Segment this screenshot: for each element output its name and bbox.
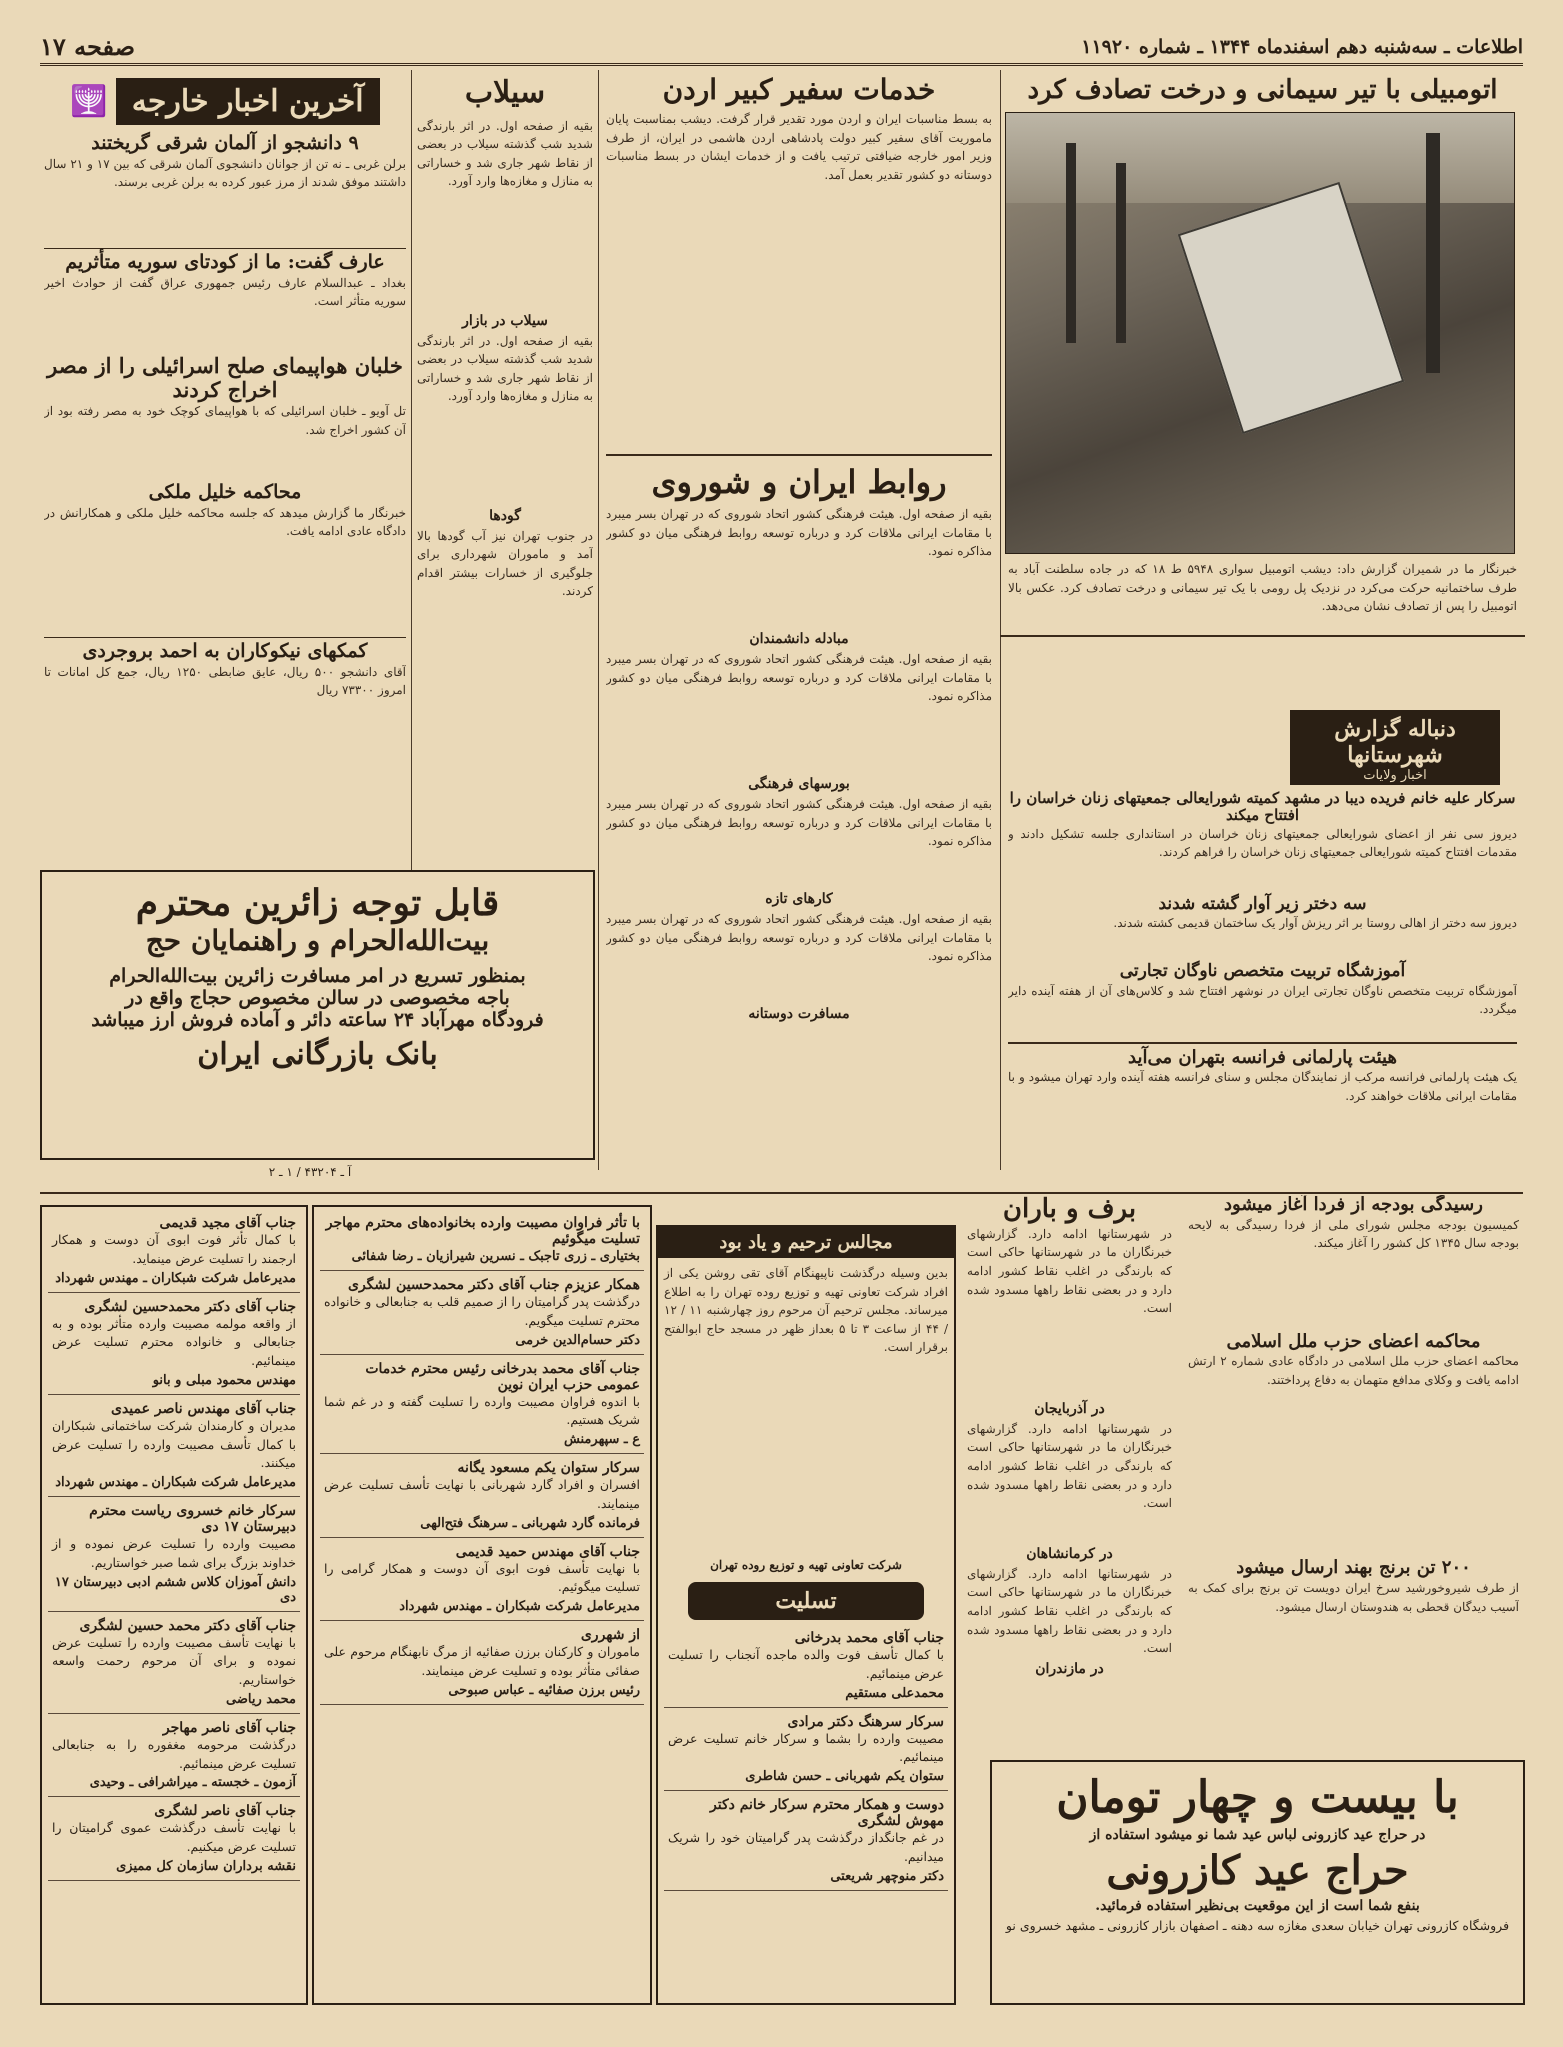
condolence-left-5: جناب آقای ناصر مهاجر درگذشت مرحومه مغفوره را به جنابعالی تسلیت عرض مینمائیم. آزمون ـ خجسته ـ میراشرافی ـ وحیدی xyxy=(48,1714,300,1798)
headline-car-accident: اتومبیلی با تیر سیمانی و درخت تصادف کرد xyxy=(1027,75,1498,105)
condolence-banner: تسلیت xyxy=(688,1582,924,1620)
headline-flood: سیلاب xyxy=(464,75,546,110)
jordan-ambassador-text: به بسط مناسبات ایران و اردن مورد تقدیر قرار گرفت. دیشب بمناسبت پایان ماموریت آقای سفیر کبیر دولت پادشاهی اردن هاشمی در ایران، از طرف وزیر امور خارجه ضیافتی ترتیب یافت و از خدمات ایشان در بسط مناسبات دوستانه دو کشور تقدیر بعمل آمد. xyxy=(606,112,992,182)
ad-kazeruni-price: با بیست و چهار تومان xyxy=(1056,1772,1459,1823)
subhead-friendly-trip: مسافرت دوستانه xyxy=(748,1005,850,1022)
ad-hajj-bank-name: بانک بازرگانی ایران xyxy=(197,1037,438,1072)
subhead-pits: گودها xyxy=(489,507,521,524)
khalil-maleki-text: خبرنگار ما گزارش میدهد که جلسه محاکمه خلیل ملکی و همکارانش در دادگاه عادی ادامه یافت. xyxy=(44,505,406,539)
ad-kazeruni-line2: در حراج عید کازرونی لباس عید شما نو میشود استفاده از xyxy=(1089,1827,1426,1843)
students-escape-text: برلن غربی ـ نه تن از جوانان دانشجوی آلمان شرقی که بین ۱۷ و ۲۱ سال داشتند موفق شدند از مرز عبور کرده به برلن غربی برسند. xyxy=(44,156,406,190)
islamic-party-trial-text: محاکمه اعضای حزب ملل اسلامی در دادگاه عادی شماره ۲ ارتش ادامه یافت و وکلای مدافع متهمان به دفاع پرداختند. xyxy=(1188,1354,1519,1387)
azerbaijan-text: در شهرستانها ادامه دارد. گزارشهای خبرنگاران ما در شهرستانها حاکی است که بارندگی در اغلب نقاط کشور ادامه دارد و در بعضی نقاط راهها مسدود شده است. xyxy=(967,1421,1172,1511)
memorial-sign: شرکت تعاونی تهیه و توزیع روده تهران xyxy=(710,1558,902,1572)
column-right xyxy=(1000,70,1525,1170)
iran-soviet-text-2: بقیه از صفحه اول. هیئت فرهنگی کشور اتحاد شوروی که در تهران بسر میبرد با مقامات ایرانی ملاقات کرد و درباره توسعه روابط فرهنگی میان دو کشور مذاکره نمود. xyxy=(606,651,992,704)
subhead-new-works: کارهای تازه xyxy=(765,890,833,907)
flood-text: بقیه از صفحه اول. در اثر بارندگی شدید شب گذشته سیلاب در بعضی از نقاط شهر جاری شد و خساراتی به منازل و مغازه‌ها وارد آورد. xyxy=(417,118,593,189)
bottom-right-news xyxy=(1182,1195,1525,1755)
rice-india-text: از طرف شیروخورشید سرخ ایران دویست تن برنج برای کمک به آسیب دیدگان قحطی به هندوستان ارسال میشود. xyxy=(1188,1581,1519,1614)
foreign-news-brand: آخرین اخبار خارجه xyxy=(116,78,380,125)
condolence-left-4: جناب آقای دکتر محمد حسین لشگری با نهایت تأسف مصیبت وارده را تسلیت عرض نموده و برای آن مرحوم رحمت واسعه خواستاریم. محمد ریاضی xyxy=(48,1612,300,1714)
news-farideh-diba-title: سرکار علیه خانم فریده دیبا در مشهد کمیته شورایعالی جمعیتهای زنان خراسان را افتتاح میکند xyxy=(1009,789,1516,825)
provinces-news xyxy=(1008,790,1517,1148)
condolence-left-6: جناب آقای ناصر لشگری با نهایت تأسف درگذشت عموی گرامیتان را تسلیت عرض میکنیم. نقشه برداران سازمان کل ممیزی xyxy=(48,1797,300,1881)
condolence-mid-5: از شهرری ماموران و کارکنان برزن صفائیه از مرگ نابهنگام مرحوم علی صفائی متأثر بوده و تسلیت عرض مینمایند. رئیس برزن صفائیه ـ عباس صبوحی xyxy=(320,1621,644,1705)
flood-pits-text: در جنوب تهران نیز آب گودها بالا آمد و ماموران شهرداری برای جلوگیری از خسارات بیشتر اقدام کردند. xyxy=(417,528,593,599)
news-girls-title: سه دختر زیر آوار گشته شدند xyxy=(1158,893,1367,914)
budget-text: کمیسیون بودجه مجلس شورای ملی از فردا رسیدگی به لایحه بودجه سال ۱۳۴۵ کل کشور را آغاز میکند. xyxy=(1188,1217,1519,1251)
column-3 xyxy=(412,70,598,870)
headline-israeli-pilot: خلبان هواپیمای صلح اسرائیلی را از مصر اخراج کردند xyxy=(47,352,403,402)
ad-hajj-line3: بمنظور تسریع در امر مسافرت زائرین بیت‌الله‌الحرام xyxy=(109,965,526,987)
ad-hajj-code: آ ـ ۴۳۲۰۴ / ۱ ـ ۲ xyxy=(268,1165,352,1179)
ad-kazeruni-sale: حراج عید کازرونی xyxy=(1106,1847,1409,1894)
accident-photo xyxy=(1005,112,1515,554)
headline-aref: عارف گفت: ما از کودتای سوریه متأثریم xyxy=(65,250,385,273)
tasliyat-0: جناب آقای محمد بدرخانی با کمال تأسف فوت والده ماجده آنجناب را تسلیت عرض مینمائیم. محمدعلی مستقیم xyxy=(664,1624,948,1708)
photo-caption: خبرنگار ما در شمیران گزارش داد: دیشب اتومبیل سواری ۵۹۴۸ ط ۱۸ که در جاده سلطنت آباد به طرف ساختمانیه حرکت می‌کرد در نزدیک پل رومی با یک تیر سیمانی و درخت تصادف کرد. عکس بالا اتومبیل را پس از تصادف نشان می‌دهد. xyxy=(1008,562,1517,614)
ad-kazeruni-address: فروشگاه کازرونی تهران خیابان سعدی مغازه سه دهنه ـ اصفهان بازار کازرونی ـ مشهد خسروی نو xyxy=(1005,1918,1510,1933)
banner-subtitle: اخبار ولایات xyxy=(1363,768,1427,783)
foreign-news-masthead xyxy=(44,70,406,133)
condolence-mid-3: سرکار ستوان یکم مسعود یگانه افسران و افراد گارد شهربانی با نهایت تأسف تسلیت عرض مینمایند. فرمانده گارد شهربانی ـ سرهنگ فتح‌الهی xyxy=(320,1454,644,1538)
headline-jordan-ambassador: خدمات سفیر کبیر اردن xyxy=(662,73,936,106)
headline-snow-rain: برف و باران xyxy=(1002,1195,1137,1224)
page-header xyxy=(40,30,1523,66)
flood-bazaar-text: بقیه از صفحه اول. در اثر بارندگی شدید شب گذشته سیلاب در بعضی از نقاط شهر جاری شد و خساراتی به منازل و مغازه‌ها وارد آورد. xyxy=(417,333,593,404)
snow-rain-text: در شهرستانها ادامه دارد. گزارشهای خبرنگاران ما در شهرستانها حاکی است که بارندگی در اغلب نقاط کشور ادامه دارد و در بعضی نقاط راهها مسدود شده است. xyxy=(967,1226,1172,1316)
tasliyat-2: دوست و همکار محترم سرکار خانم دکتر مهوش لشگری در غم جانگداز درگذشت پدر گرامیتان خود را شریک میدانیم. دکتر منوچهر شریعتی xyxy=(664,1791,948,1891)
subhead-mazandaran: در مازندران xyxy=(1035,1660,1104,1677)
condolence-mid-2: جناب آقای محمد بدرخانی رئیس محترم خدمات عمومی حزب ایران نوین با اندوه فراوان مصیبت وارده را تسلیت گفته و در غم شما شریک هستیم. ع ـ سپهرمنش xyxy=(320,1355,644,1455)
news-maritime-school-title: آموزشگاه تربیت متخصص ناوگان تجارتی xyxy=(1119,961,1406,982)
headline-rice-india: ۲۰۰ تن برنج بهند ارسال میشود xyxy=(1236,1557,1471,1579)
ad-hajj-line2: بیت‌الله‌الحرام و راهنمایان حج xyxy=(145,924,490,957)
ad-kazeruni xyxy=(990,1760,1525,2005)
section-banner-provinces xyxy=(1290,710,1500,785)
headline-budget: رسیدگی بودجه از فردا آغاز میشود xyxy=(1224,1195,1483,1215)
tasliyat-1: سرکار سرهنگ دکتر مرادی مصیبت وارده را بشما و سرکار خانم تسلیت عرض مینمائیم. ستوان یکم شهربانی ـ حسن شاطری xyxy=(664,1708,948,1792)
ad-hajj-line4: باجه مخصوصی در سالن مخصوص حجاج واقع در xyxy=(125,987,510,1009)
header-date-issue: اطلاعات ـ سه‌شنبه دهم اسفندماه ۱۳۴۴ ـ شماره ۱۱۹۲۰ xyxy=(1081,35,1523,58)
memorial-title: مجالس ترحیم و یاد بود xyxy=(658,1227,954,1258)
headline-students-escape: ۹ دانشجو از آلمان شرقی گریختند xyxy=(91,132,359,154)
ad-hajj-line5: فرودگاه مهرآباد ۲۴ ساعته دائر و آماده فروش ارز میباشد xyxy=(91,1009,544,1031)
headline-iran-soviet: روابط ایران و شوروی xyxy=(651,463,947,502)
column-foreign-news xyxy=(40,70,410,870)
ad-hajj-bank xyxy=(40,870,595,1160)
aref-text: بغداد ـ عبدالسلام عارف رئیس جمهوری عراق گفت از حوادث اخیر سوریه متأثر است. xyxy=(44,275,406,309)
menorah-icon: 🕎 xyxy=(70,84,108,119)
news-french-delegation-text: یک هیئت پارلمانی فرانسه مرکب از نمایندگان مجلس و سنای فرانسه هفته آینده وارد تهران میشود و با مقامات ایرانی ملاقات خواهند کرد. xyxy=(1008,1070,1517,1103)
condolences-mid xyxy=(312,1205,652,2005)
headline-donations: کمکهای نیکوکاران به احمد بروجردی xyxy=(82,639,368,662)
headline-islamic-party-trial: محاکمه اعضای حزب ملل اسلامی xyxy=(1226,1330,1481,1352)
condolence-mid-0: با تأثر فراوان مصیبت وارده بخانواده‌های محترم مهاجر تسلیت میگوئیم بختیاری ـ زری تاجبک ـ نسرین شیرازیان ـ رضا شفائی xyxy=(320,1209,644,1271)
memorial-and-condolence xyxy=(656,1225,956,2005)
subhead-kermanshah: در کرمانشاهان xyxy=(1026,1545,1113,1562)
israeli-pilot-text: تل آویو ـ خلبان اسرائیلی که با هواپیمای کوچک خود به مصر رفته بود از آن کشور اخراج شد. xyxy=(44,403,406,437)
subhead-scientists: مبادله دانشمندان xyxy=(749,630,849,647)
condolence-left-3: سرکار خانم خسروی ریاست محترم دبیرستان ۱۷ دی مصیبت وارده را تسلیت عرض نموده و از خداوند بزرگ برای شما صبر خواستاریم. دانش آموزان کلاس ششم ادبی دبیرستان ۱۷ دی xyxy=(48,1497,300,1612)
condolence-mid-1: همکار عزیزم جناب آقای دکتر محمدحسین لشگری درگذشت پدر گرامیتان را از صمیم قلب به جنابعالی و خانواده محترم تسلیت میگویم. دکتر حسام‌الدین خرمی xyxy=(320,1271,644,1355)
page-number: صفحه ۱۷ xyxy=(40,32,136,61)
news-maritime-school-text: آموزشگاه تربیت متخصص ناوگان تجارتی ایران در نوشهر افتتاح شد و کلاس‌های آن از هفته آینده دایر میگردد. xyxy=(1008,983,1517,1017)
condolence-left-1: جناب آقای دکتر محمدحسین لشگری از واقعه مولمه مصیبت وارده متأثر بوده و به جنابعالی و خانواده محترم تسلیت عرض مینمائیم. مهندس محمود مبلی و بانو xyxy=(48,1293,300,1395)
weather-continued xyxy=(962,1195,1177,1755)
news-farideh-diba-text: دیروز سی نفر از اعضای شورایعالی جمعیتهای زنان خراسان در استانداری جلسه تشکیل دادند و مقدمات افتتاح کمیته شورایعالی جمعیتهای زنان خراسان را فراهم کردند. xyxy=(1008,826,1517,860)
condolences-left xyxy=(40,1205,308,2005)
banner-title: دنباله گزارش شهرستانها xyxy=(1334,716,1456,768)
ad-kazeruni-line4: بنفع شما است از این موقعیت بی‌نظیر استفاده فرمائید. xyxy=(1095,1898,1420,1914)
iran-soviet-text: بقیه از صفحه اول. هیئت فرهنگی کشور اتحاد شوروی که در تهران بسر میبرد با مقامات ایرانی ملاقات کرد و درباره توسعه روابط فرهنگی میان دو کشور مذاکره نمود. xyxy=(606,506,992,559)
kermanshah-text: در شهرستانها ادامه دارد. گزارشهای خبرنگاران ما در شهرستانها حاکی است که بارندگی در اغلب نقاط کشور ادامه دارد و در بعضی نقاط راهها مسدود شده است. xyxy=(967,1566,1172,1655)
memorial-text: بدین وسیله درگذشت ناپیهنگام آقای تقی روشن یکی از افراد شرکت تعاونی تهیه و توزیع روده تهران را به اطلاع میرساند. مجلس ترحیم آن مرحوم روز چهارشنبه ۱۱ / ۱۲ / ۴۴ از ساعت ۳ تا ۵ بعداز ظهر در مسجد حاج ابوالفتح برقرار است. xyxy=(664,1266,949,1355)
iran-soviet-text-4: بقیه از صفحه اول. هیئت فرهنگی کشور اتحاد شوروی که در تهران بسر میبرد با مقامات ایرانی ملاقات کرد و درباره توسعه روابط فرهنگی میان دو کشور مذاکره نمود. xyxy=(606,911,992,964)
iran-soviet-text-3: بقیه از صفحه اول. هیئت فرهنگی کشور اتحاد شوروی که در تهران بسر میبرد با مقامات ایرانی ملاقات کرد و درباره توسعه روابط فرهنگی میان دو کشور مذاکره نمود. xyxy=(606,796,992,849)
column-2 xyxy=(600,70,998,1170)
condolence-left-0: جناب آقای مجید قدیمی با کمال تأثر فوت ابوی آن دوست و همکار ارجمند را تسلیت عرض مینماید. مدیرعامل شرکت شبکاران ـ مهندس شهرداد xyxy=(48,1209,300,1293)
headline-khalil-maleki: محاکمه خلیل ملکی xyxy=(148,480,302,503)
condolence-mid-4: جناب آقای مهندس حمید قدیمی با نهایت تأسف فوت ابوی آن دوست و همکار گرامی را تسلیت میگوئیم. مدیرعامل شرکت شبکاران ـ مهندس شهرداد xyxy=(320,1538,644,1622)
donations-text: آقای دانشجو ۵۰۰ ریال، عایق ضابطی ۱۲۵۰ ریال، جمع کل امانات تا امروز ۷۳۳۰۰ ریال xyxy=(44,664,406,698)
news-french-delegation-title: هیئت پارلمانی فرانسه بتهران می‌آید xyxy=(1128,1046,1397,1068)
condolence-left-2: جناب آقای مهندس ناصر عمیدی مدیران و کارمندان شرکت ساختمانی شبکاران با کمال تأسف مصیبت وارده را تسلیت عرض میکنند. مدیرعامل شرکت شبکاران ـ مهندس شهرداد xyxy=(48,1395,300,1497)
subhead-scholarships: بورسهای فرهنگی xyxy=(748,775,850,792)
news-girls-text: دیروز سه دختر از اهالی روستا بر اثر ریزش آوار یک ساختمان قدیمی کشته شدند. xyxy=(1113,916,1517,931)
ad-hajj-line1: قابل توجه زائرین محترم xyxy=(135,882,500,924)
subhead-azerbaijan: در آذربایجان xyxy=(1034,1400,1105,1417)
subhead-bazaar-flood: سیلاب در بازار xyxy=(462,312,548,329)
